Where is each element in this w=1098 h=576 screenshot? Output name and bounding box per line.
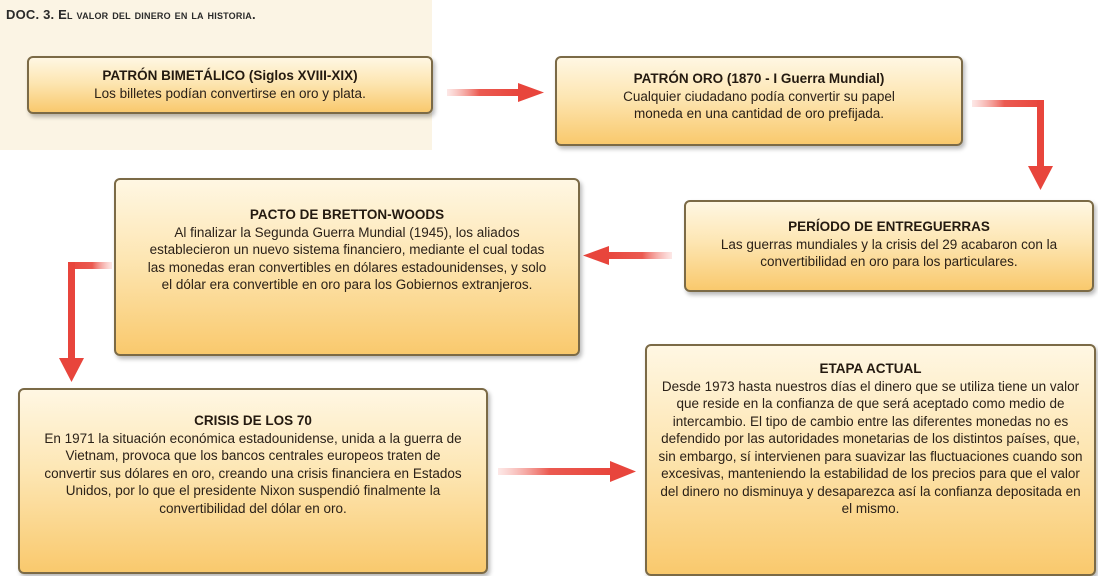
stage-title: CRISIS DE LOS 70 [194, 413, 312, 428]
arrow-bimetalico-to-oro [447, 83, 544, 102]
stage-text: Cualquier ciudadano podía convertir su papel moneda en una cantidad de oro prefijada. [623, 88, 895, 121]
stage-text: Desde 1973 hasta nuestros días el dinero que se utiliza tiene un valor que reside en la confianza de que será aceptado como medio de intercambio. El tipo de cambio entre las diferentes monedas no es defendido por las autoridades monetarias de los distintos países, que, sin embargo, sí intervienen para suavizar las fluctuaciones cuando son excesivas, manteniendo la estabilidad de los precios para que el valor del dinero no disminuya y desaparezca así la confianza depositada en el mismo. [658, 378, 1083, 516]
stage-title: ETAPA ACTUAL [819, 361, 922, 376]
stage-title: PATRÓN ORO (1870 - I Guerra Mundial) [633, 71, 885, 86]
arrow-oro-to-entreguerras [972, 100, 1053, 190]
stage-box-bretton-woods [114, 178, 580, 356]
stage-text: Las guerras mundiales y la crisis del 29 acabaron con la convertibilidad en oro para los particulares. [720, 236, 1058, 269]
document-label: DOC. 3. [6, 7, 55, 22]
stage-box-bimetalico [27, 56, 433, 114]
stage-box-entreguerras [684, 200, 1094, 292]
stage-box-patron-oro [555, 56, 963, 146]
arrow-entreguerras-to-bretton [583, 246, 672, 265]
stage-text: En 1971 la situación económica estadounidense, unida a la guerra de Vietnam, provoca que los bancos centrales europeos traten de convertir sus dólares en oro, creando una crisis financiera en Estados Unidos, por lo que el presidente Nixon suspendió finalmente la convertibilidad del dólar en oro. [44, 430, 462, 516]
arrow-crisis-to-actual [498, 461, 636, 482]
document-title-text: El valor del dinero en la historia. [58, 7, 256, 22]
arrow-bretton-to-crisis [59, 262, 112, 382]
stage-box-crisis-70 [18, 388, 488, 574]
stage-box-etapa-actual [645, 344, 1096, 576]
stage-title: PATRÓN BIMETÁLICO (Siglos XVIII-XIX) [102, 68, 358, 83]
stage-title: PERÍODO DE ENTREGUERRAS [788, 219, 990, 234]
stage-title: PACTO DE BRETTON-WOODS [249, 207, 445, 222]
stage-text: Al finalizar la Segunda Guerra Mundial (1945), los aliados establecieron un nuevo sistema financiero, mediante el cual todas las monedas eran convertibles en dólares estadounidenses, y solo el dólar era convertible en oro para los Gobiernos extranjeros. [147, 224, 547, 292]
stage-text: Los billetes podían convertirse en oro y plata. [94, 85, 366, 101]
